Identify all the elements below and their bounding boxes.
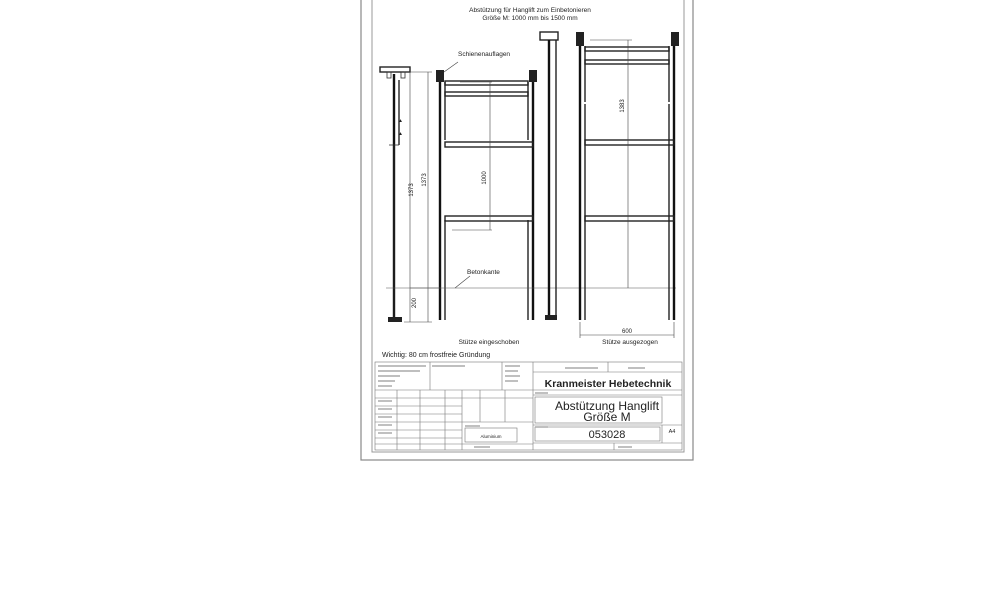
- material: Aluminium: [480, 434, 502, 439]
- dim-inner-height: 1000: [482, 171, 488, 185]
- company-name: Kranmeister Hebetechnik: [544, 378, 672, 390]
- foundation-note: Wichtig: 80 cm frostfreie Gründung: [382, 352, 491, 359]
- sheet-size: A4: [668, 429, 676, 435]
- label-rail-supports: Schienenauflagen: [458, 51, 511, 58]
- dim-extended-height: 1383: [620, 99, 626, 113]
- svg-text:▲: ▲: [398, 131, 403, 137]
- dim-left-total: 1373: [409, 183, 415, 197]
- label-ground-edge: Betonkante: [467, 269, 500, 276]
- drawing-header-line1: Abstützung für Hanglift zum Einbetonieren: [469, 7, 591, 14]
- drawing-header-line2: Größe M: 1000 mm bis 1500 mm: [482, 15, 578, 22]
- dim-left-total-2: 1373: [422, 173, 428, 187]
- dim-left-bottom: 200: [412, 297, 418, 309]
- svg-text:▲: ▲: [398, 118, 403, 124]
- drawing-title-line2: Größe M: [583, 410, 631, 424]
- drawing-title-line1: Abstützung Hanglift: [554, 399, 660, 413]
- drawing-number: 053028: [588, 429, 626, 441]
- sheet-outer-border: [361, 0, 693, 460]
- label-retracted: Stütze eingeschoben: [458, 339, 520, 346]
- dim-width: 600: [621, 329, 633, 335]
- label-extended: Stütze ausgezogen: [602, 339, 658, 346]
